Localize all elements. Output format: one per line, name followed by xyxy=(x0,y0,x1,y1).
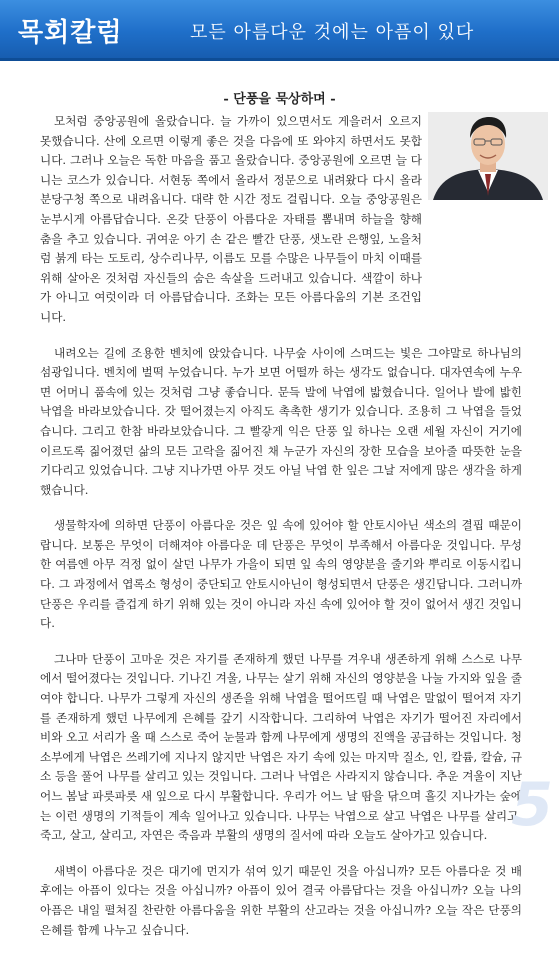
column-header-banner xyxy=(0,0,559,61)
article-paragraph: 새벽이 아름다운 것은 대기에 먼지가 섞여 있기 때문인 것을 아십니까? 모든 아름다운 것 배후에는 아픔이 있다는 것을 아십니까? 아픔이 있어 결국 아름답다는 것을 아십니까? 오늘 나의 아픔은 내일 펼쳐질 찬란한 아름다움을 위한 부활의 산고라는 것을 아십니까? 오늘 작은 단풍의 은혜를 함께 나누고 싶습니다. xyxy=(40,863,522,937)
page-number: 5 xyxy=(511,770,553,840)
column-subtitle: 모든 아름다운 것에는 아픔이 있다 xyxy=(190,22,475,43)
article-paragraph: 그나마 단풍이 고마운 것은 자기를 존재하게 했던 나무를 겨우내 생존하게 위해 스스로 나무에서 떨어졌다는 것입니다. 기나긴 겨울, 나무는 살기 위해 자신의 영양분을 나눌 가지와 잎을 줄여야 합니다. 나무가 그렇게 자신의 생존을 위해 낙엽을 떨어뜨릴 때 낙엽은 말없이 떨어져 자기를 존재하게 했던 나무에게 은혜를 갚기 시작합니다. 그리하여 낙엽은 자기가 떨어진 자리에서 비와 오고 서리가 올 때 스스로 죽어 눈물과 함께 나무에게 생명의 진액을 공급하는 것입니다. 청소부에게 낙엽은 쓰레기에 지나지 않지만 낙엽은 자기 속에 있는 마지막 질소, 인, 칼륨, 칼슘, 규소 등을 풀어 나무를 살리고 있는 것입니다. 그러나 낙엽은 사라지지 않습니다. 추운 겨울이 지난 어느 봄날 파릇파릇 새 잎으로 다시 부활합니다. 우리가 어느 날 땀을 닦으며 흘깃 지나가는 숲에는 이런 생명의 기적들이 계속 일어나고 있습니다. 나무는 낙엽으로 살고 낙엽은 나무를 살리고, 죽고, 살고, 살리고, 자연은 죽음과 부활의 생명의 질서에 따라 오늘도 살아가고 있습니다. xyxy=(40,651,522,843)
article-title: - 단풍을 묵상하며 - xyxy=(223,92,336,107)
article-body xyxy=(40,112,522,956)
column-brand-title: 목회칼럼 xyxy=(18,18,123,48)
article-paragraph: 내려오는 길에 조용한 벤치에 앉았습니다. 나무숲 사이에 스며드는 빛은 그야말로 하나님의 섬광입니다. 벤치에 벌떡 누었습니다. 누가 보면 어떨까 하는 생각도 없습니다. 대자연속에 누우면 어머니 품속에 있는 것처럼 그냥 좋습니다. 문득 발에 낙엽에 밟혔습니다. 일어나 발에 밟힌 낙엽을 바라보았습니다. 갓 떨어졌는지 아직도 촉촉한 생기가 있습니다. 조용히 그 낙엽을 들었습니다. 그리고 한참 바라보았습니다. 그 빨갛게 익은 단풍 잎 하나는 오랜 세월 자신이 거기에 이르도록 짊어졌던 삶의 모든 고락을 짊어진 채 누군가 자신의 장한 모습을 보아줄 따뜻한 눈을 기다리고 있었습니다. 그냥 지나가면 아무 것도 아닐 낙엽 한 잎은 그날 저에게 많은 생각을 하게 했습니다. xyxy=(40,345,522,497)
article-paragraph: 생물학자에 의하면 단풍이 아름다운 것은 잎 속에 있어야 할 안토시아닌 색소의 결핍 때문이랍니다. 보통은 무엇이 더해져야 아름다운 데 단풍은 무엇이 부족해서 아름다운 것입니다. 무성한 여름엔 아무 걱정 없이 살던 나무가 가을이 되면 잎 속의 영양분을 줄기와 뿌리로 이동시킵니다. 그 과정에서 엽록소 형성이 중단되고 안토시아닌이 형성되면서 단풍은 생긴답니다. 그러니까 단풍은 우리를 즐겁게 하기 위해 있는 것이 아니라 자신 속에 있어야 할 것이 없어서 생긴 것입니다. xyxy=(40,518,522,631)
article-paragraph: 모처럼 중앙공원에 올랐습니다. 늘 가까이 있으면서도 게을러서 오르지 못했습니다. 산에 오르면 이렇게 좋은 것을 다음에 또 와야지 하면서도 못합니다. 그러나 오늘은 독한 마음을 품고 올랐습니다. 중앙공원에 오르면 늘 다니는 코스가 있습니다. 서현동 쪽에서 올라서 정문으로 내려왔다 다시 올라 분당구청 쪽으로 내려옵니다. 대략 한 시간 정도 걸립니다. 오늘 중앙공원은 눈부시게 아름답습니다. 온갖 단풍이 아름다운 자태를 뽐내며 하늘을 향해 춤을 추고 있습니다. 귀여운 아기 손 같은 빨간 단풍, 샛노란 은행잎, 노을처럼 붉게 타는 도토리, 상수리나무, 이름도 모를 수많은 나무들이 마치 이때를 위해 살아온 것처럼 자신들의 숨은 속살을 드러내고 있습니다. 색깔이 하나가 아니고 여럿이라 더 아름답습니다. 조화는 모든 아름다움의 기본 조건입니다. xyxy=(40,114,422,324)
